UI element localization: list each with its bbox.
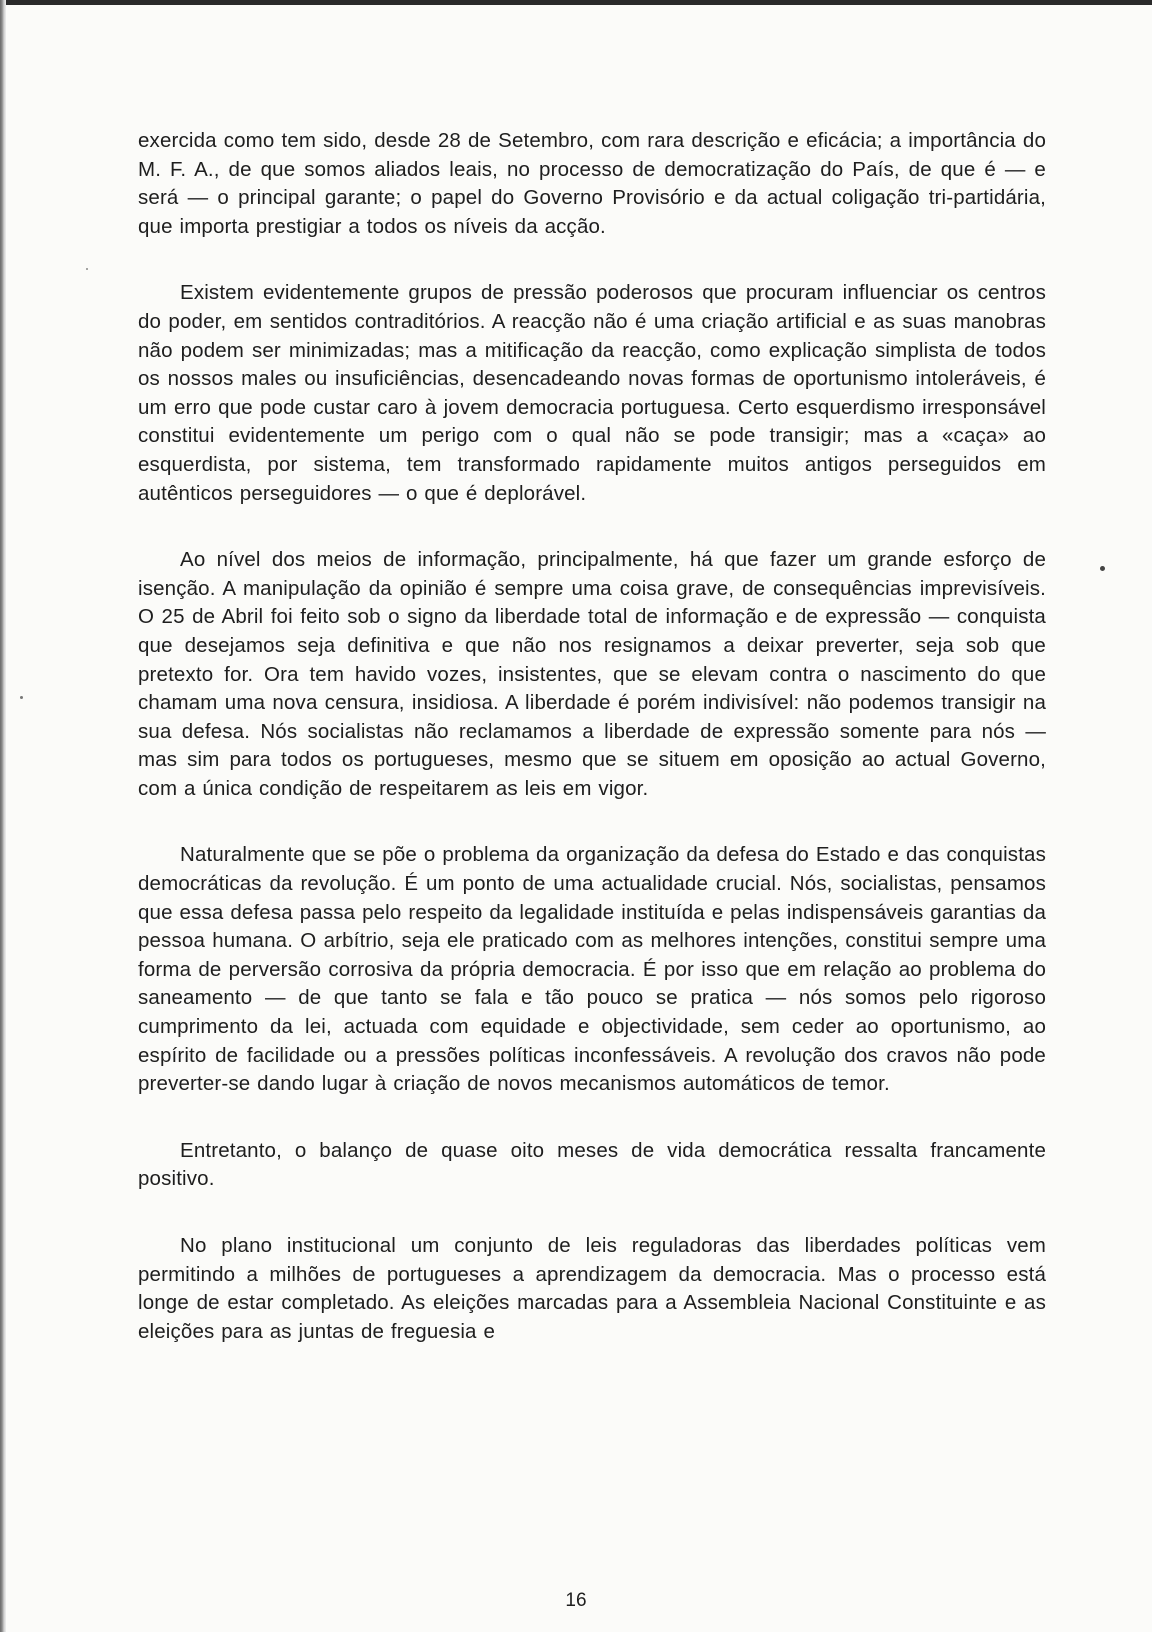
paragraph-2: Existem evidentemente grupos de pressão poderosos que procuram influenciar os centros do poder, em sentidos contraditórios. A reacção não é uma criação artificial e as suas manobras não podem ser minimizadas; mas a mitificação da reacção, como explicação simplista de todos os nossos males ou insuficiências, desencadeando novas formas de oportunismo intoleráveis, é um erro que pode custar caro à jovem democracia portuguesa. Certo esquerdismo irresponsável constitui evidentemente um perigo com o qual não se pode transigir; mas a «caça» ao esquerdista, por sistema, tem transformado rapidamente muitos antigos perseguidos em autênticos perseguidores — o que é deplorável. [138, 281, 1046, 505]
page-number: 16 [565, 1590, 587, 1611]
scan-speck-dot [86, 268, 88, 270]
paragraph-6: No plano institucional um conjunto de leis reguladoras das liberdades políticas vem permitindo a milhões de portugueses a aprendizagem da democracia. Mas o processo está longe de estar completado. As eleições marcadas para a Assembleia Nacional Constituinte e as eleições para as juntas de freguesia e [138, 1234, 1046, 1343]
paragraph-1: exercida como tem sido, desde 28 de Setembro, com rara descrição e eficácia; a importância do M. F. A., de que somos aliados leais, no processo de democratização do País, de que é — e será — o principal garante; o papel do Governo Provisório e da actual coligação tri-partidária, que importa prestigiar a todos os níveis da acção. [138, 129, 1046, 238]
scan-edge-left [0, 0, 6, 1632]
paragraph-5: Entretanto, o balanço de quase oito meses de vida democrática ressalta francamente positivo. [138, 1138, 1046, 1191]
paragraph-3: Ao nível dos meios de informação, principalmente, há que fazer um grande esforço de isenção. A manipulação da opinião é sempre uma coisa grave, de consequências imprevisíveis. O 25 de Abril foi feito sob o signo da liberdade total de informação e de expressão — conquista que desejamos seja definitiva e que não nos resignamos a deixar preverter, seja sob que pretexto for. Ora tem havido vozes, insistentes, que se elevam contra o nascimento do que chamam uma nova censura, insidiosa. A liberdade é porém indivisível: não podemos transigir na sua defesa. Nós socialistas não reclamamos a liberdade de expressão somente para nós — mas sim para todos os portugueses, mesmo que se situem em oposição ao actual Governo, com a única condição de respeitarem as leis em vigor. [138, 548, 1046, 800]
document-body [138, 127, 1046, 1384]
scan-speck-dot [20, 696, 23, 699]
scan-speck-dot [1100, 566, 1105, 571]
scan-edge-top [0, 0, 1152, 5]
paragraph-4: Naturalmente que se põe o problema da organização da defesa do Estado e das conquistas democráticas da revolução. É um ponto de uma actualidade crucial. Nós, socialistas, pensamos que essa defesa passa pelo respeito da legalidade instituída e pelas indispensáveis garantias da pessoa humana. O arbítrio, seja ele praticado com as melhores intenções, constitui sempre uma forma de perversão corrosiva da própria democracia. É por isso que em relação ao problema do saneamento — de que tanto se fala e tão pouco se pratica — nós somos pelo rigoroso cumprimento da lei, actuada com equidade e objectividade, sem ceder ao oportunismo, ao espírito de facilidade ou a pressões políticas inconfessáveis. A revolução dos cravos não pode preverter-se dando lugar à criação de novos mecanismos automáticos de temor. [138, 843, 1046, 1096]
